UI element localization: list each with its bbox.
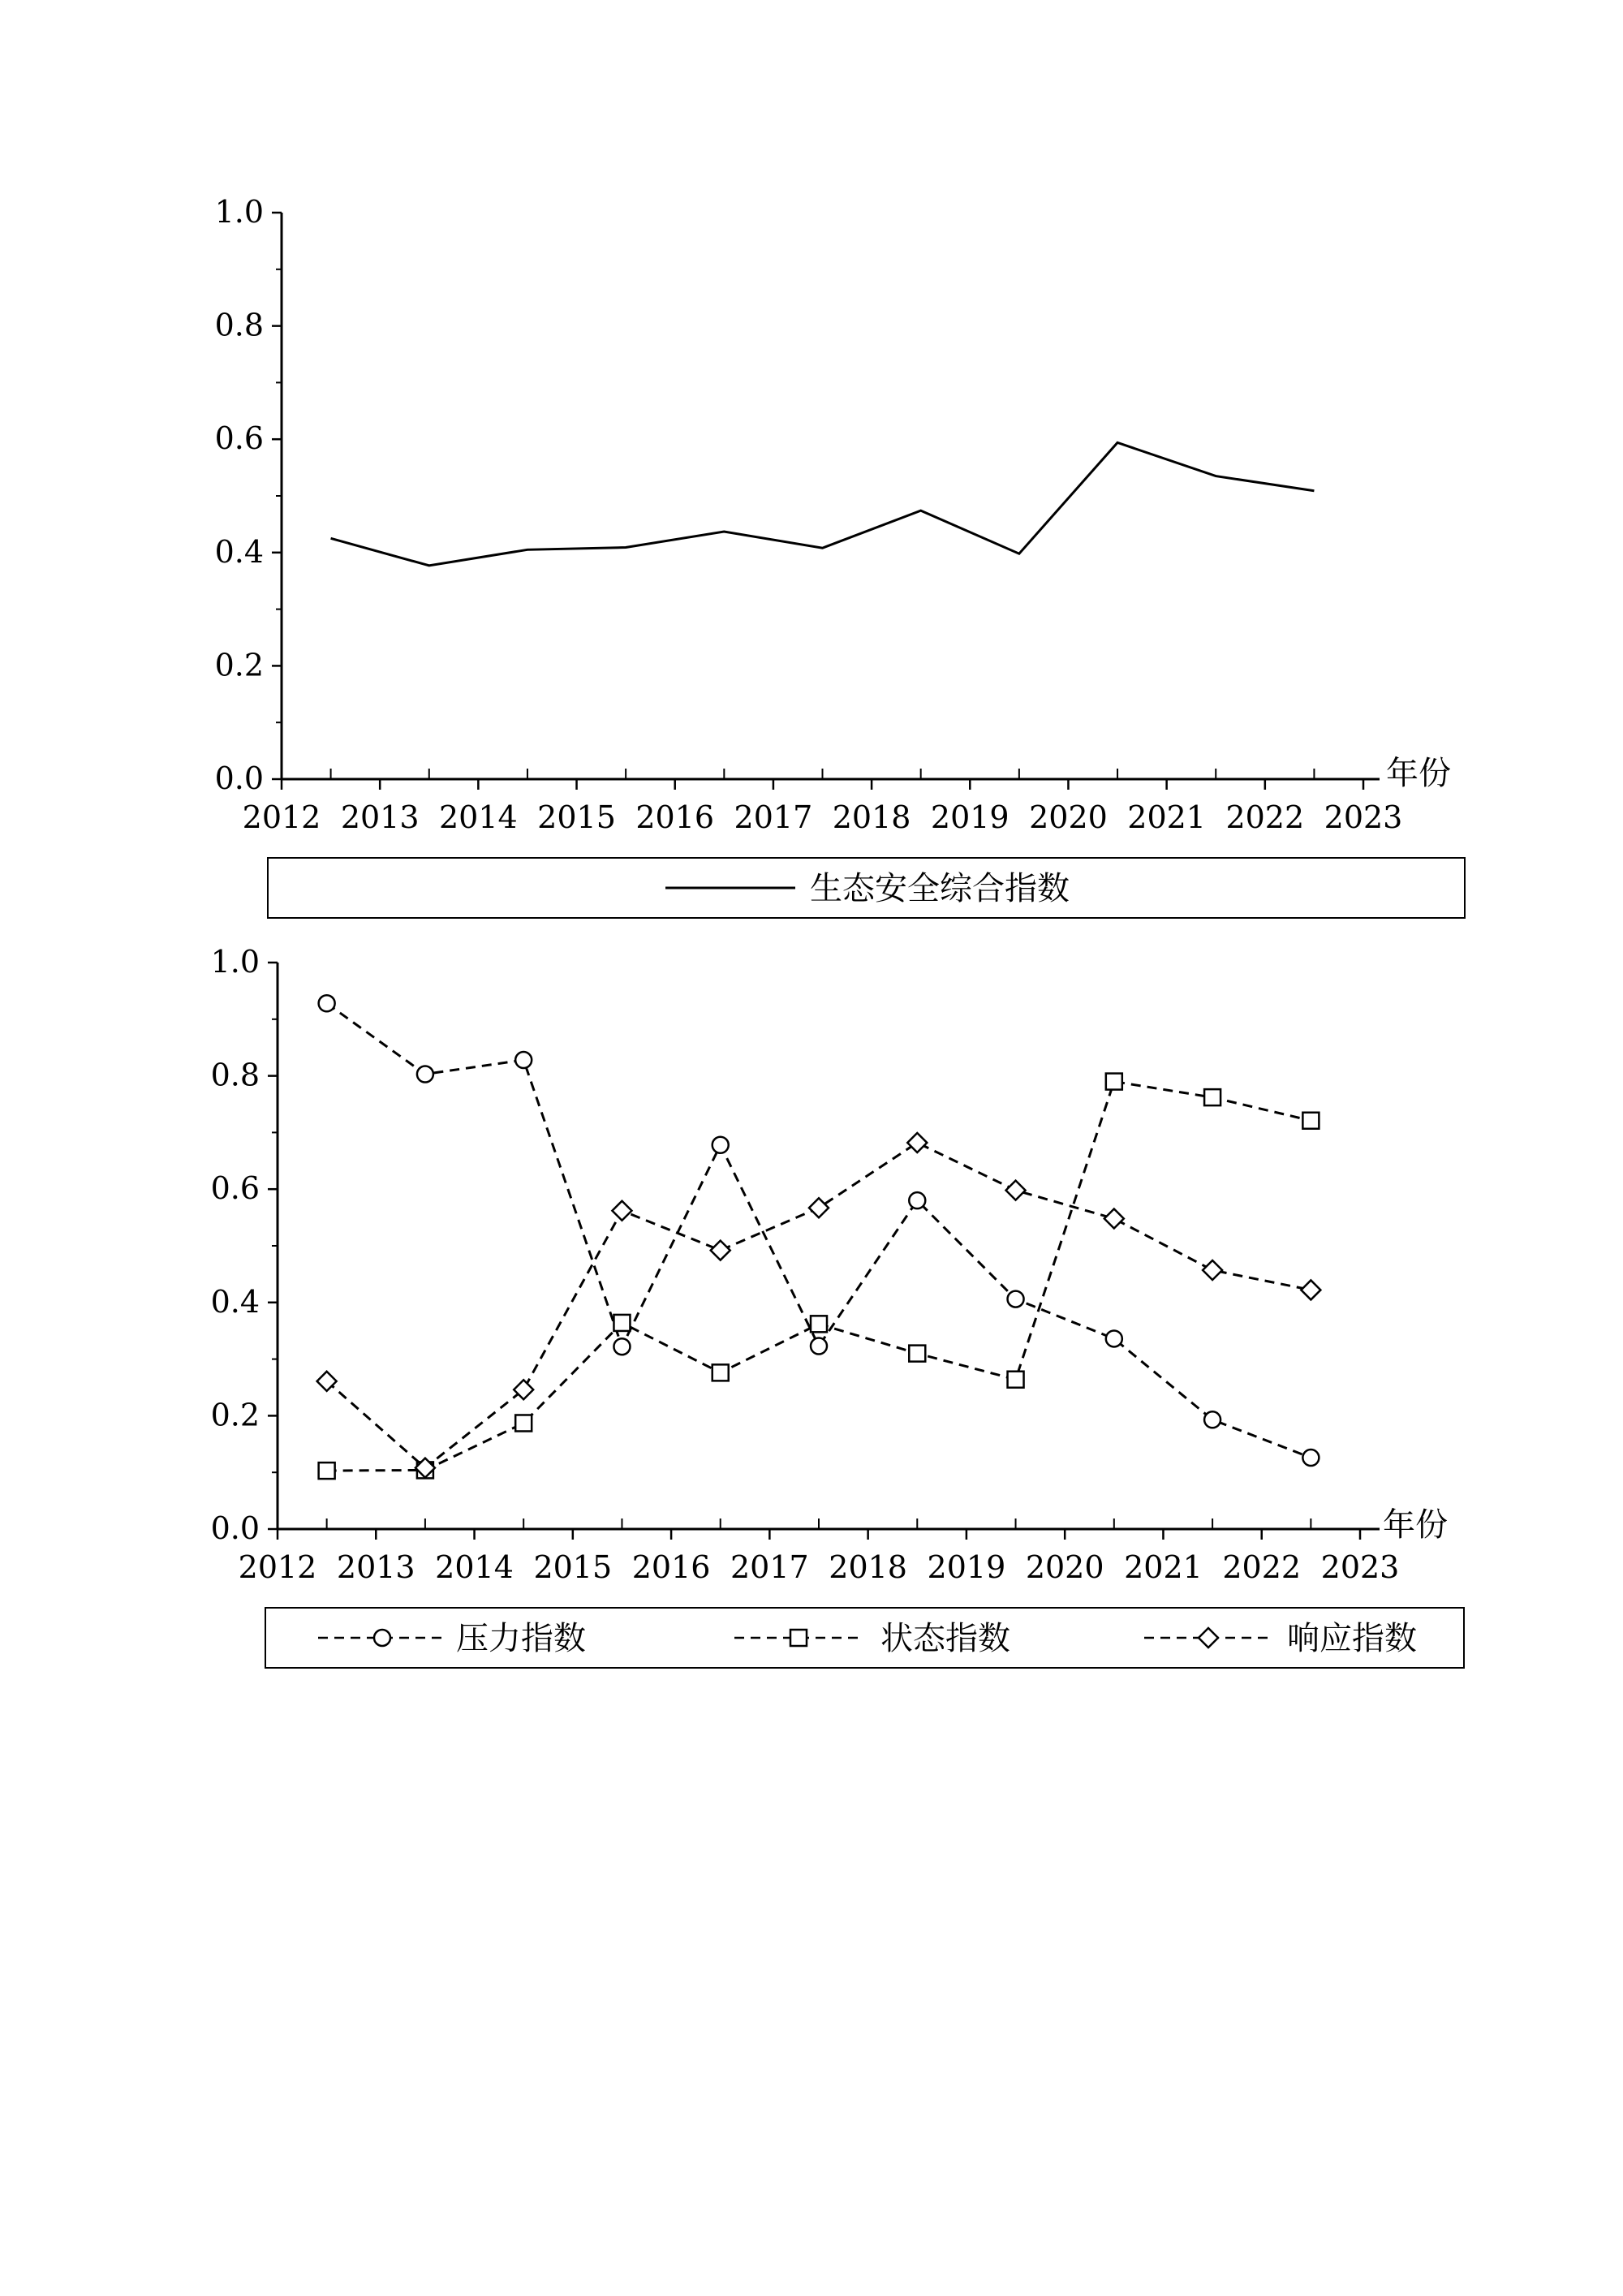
- x-tick-label: 2017: [730, 1549, 809, 1585]
- data-point-circle: [1302, 1450, 1319, 1466]
- x-tick-label: 2021: [1127, 799, 1206, 835]
- y-tick-label: 0.0: [210, 1510, 260, 1546]
- data-point-circle: [417, 1066, 433, 1083]
- x-tick-label: 2019: [927, 1549, 1006, 1585]
- x-tick-label: 2015: [537, 799, 616, 835]
- x-tick-label: 2021: [1124, 1549, 1203, 1585]
- chart-2-x-axis-label: 年份: [1383, 1506, 1448, 1544]
- data-point-circle: [712, 1137, 729, 1153]
- y-tick-label: 0.0: [214, 760, 264, 796]
- x-tick-label: 2023: [1320, 1549, 1400, 1585]
- data-point-circle: [1008, 1291, 1024, 1307]
- x-tick-label: 2023: [1324, 799, 1403, 835]
- data-point-square: [1106, 1074, 1122, 1090]
- x-tick-label: 2014: [435, 1549, 514, 1585]
- y-tick-label: 0.6: [214, 420, 264, 457]
- x-tick-label: 2016: [631, 1549, 711, 1585]
- y-tick-label: 1.0: [210, 944, 260, 980]
- data-point-square: [712, 1364, 729, 1381]
- data-point-square: [811, 1316, 827, 1332]
- legend-pressure-label: 压力指数: [456, 1620, 586, 1657]
- data-point-circle: [811, 1338, 827, 1355]
- data-point-square: [1008, 1372, 1024, 1388]
- x-tick-label: 2015: [533, 1549, 613, 1585]
- data-point-circle: [1204, 1411, 1220, 1428]
- x-tick-label: 2013: [340, 799, 420, 835]
- y-tick-label: 0.8: [210, 1057, 260, 1093]
- data-point-square: [613, 1315, 630, 1331]
- y-tick-label: 0.6: [210, 1170, 260, 1207]
- chart-1-x-axis-label: 年份: [1386, 755, 1451, 792]
- x-tick-label: 2022: [1225, 799, 1305, 835]
- x-tick-label: 2022: [1222, 1549, 1302, 1585]
- data-point-circle: [1106, 1330, 1122, 1346]
- x-tick-label: 2018: [829, 1549, 907, 1585]
- y-tick-label: 0.4: [210, 1283, 260, 1320]
- x-tick-label: 2012: [242, 799, 321, 835]
- data-point-square: [515, 1415, 532, 1431]
- x-tick-label: 2020: [1025, 1549, 1104, 1585]
- x-tick-label: 2020: [1029, 799, 1108, 835]
- x-tick-label: 2018: [832, 799, 911, 835]
- legend-circle-marker-icon: [374, 1630, 390, 1646]
- y-tick-label: 0.4: [214, 533, 264, 570]
- data-point-circle: [613, 1338, 630, 1355]
- y-tick-label: 0.2: [214, 647, 264, 683]
- data-point-square: [909, 1346, 925, 1362]
- data-point-circle: [909, 1192, 925, 1208]
- legend-composite-index-label: 生态安全综合指数: [810, 870, 1070, 907]
- data-point-square: [1302, 1113, 1319, 1129]
- data-point-circle: [319, 995, 335, 1011]
- x-tick-label: 2016: [635, 799, 715, 835]
- x-tick-label: 2017: [734, 799, 813, 835]
- x-tick-label: 2013: [336, 1549, 415, 1585]
- data-point-square: [319, 1462, 335, 1479]
- y-tick-label: 0.2: [210, 1397, 260, 1433]
- data-point-circle: [515, 1052, 532, 1068]
- y-tick-label: 1.0: [214, 194, 264, 230]
- x-tick-label: 2019: [930, 799, 1010, 835]
- legend-state-label: 状态指数: [880, 1620, 1010, 1657]
- y-tick-label: 0.8: [214, 307, 264, 343]
- x-tick-label: 2012: [238, 1549, 317, 1585]
- x-tick-label: 2014: [439, 799, 518, 835]
- data-point-square: [1204, 1089, 1220, 1105]
- legend-square-marker-icon: [790, 1630, 807, 1646]
- legend-response-label: 响应指数: [1287, 1620, 1417, 1657]
